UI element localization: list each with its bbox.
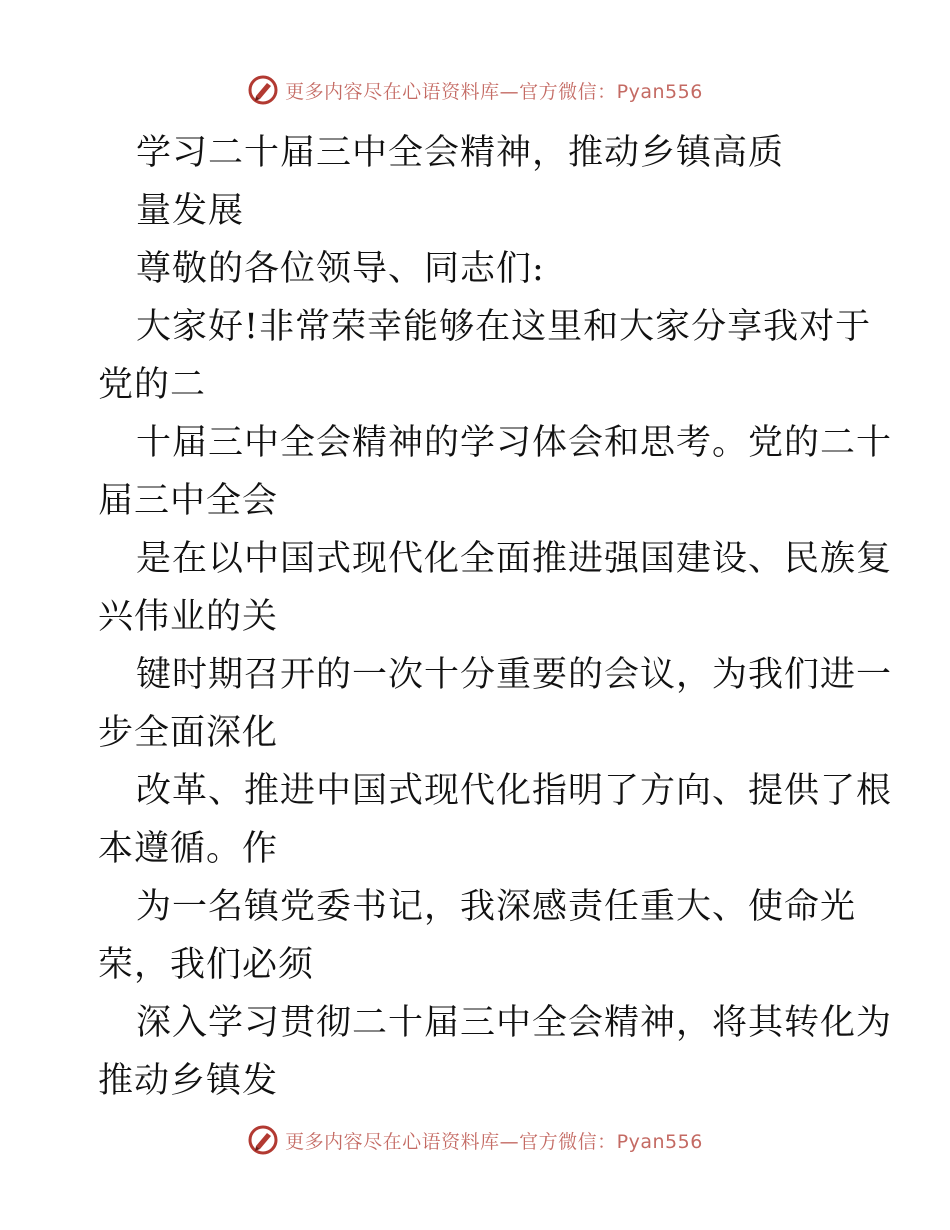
text-line: 量发展	[136, 191, 245, 231]
pen-logo-icon	[247, 1124, 279, 1156]
footer-watermark	[0, 1122, 950, 1158]
text-line: 十届三中全会精神的学习体会和思考。党的二十	[136, 423, 893, 463]
text-line: 学习二十届三中全会精神，推动乡镇高质	[136, 133, 785, 173]
text-line: 推动乡镇发	[98, 1061, 279, 1101]
text-line: 荣，我们必须	[98, 945, 315, 985]
text-line: 为一名镇党委书记，我深感责任重大、使命光	[136, 887, 857, 927]
header-watermark	[0, 72, 950, 108]
text-line: 深入学习贯彻二十届三中全会精神，将其转化为	[136, 1003, 893, 1043]
text-line: 是在以中国式现代化全面推进强国建设、民族复	[136, 539, 893, 579]
text-line: 步全面深化	[98, 713, 279, 753]
pen-logo-icon	[247, 74, 279, 106]
text-line: 键时期召开的一次十分重要的会议，为我们进一	[136, 655, 893, 695]
text-line: 尊敬的各位领导、同志们:	[136, 249, 545, 289]
footer-watermark-text: 更多内容尽在心语资料库—官方微信：Pyan556	[285, 1130, 703, 1153]
text-line: 届三中全会	[98, 481, 279, 521]
header-watermark-text: 更多内容尽在心语资料库—官方微信：Pyan556	[285, 80, 703, 103]
text-line: 党的二	[98, 365, 207, 405]
document-body	[98, 124, 893, 1110]
text-line: 改革、推进中国式现代化指明了方向、提供了根	[136, 771, 893, 811]
text-line: 大家好!非常荣幸能够在这里和大家分享我对于	[136, 307, 872, 347]
text-line: 兴伟业的关	[98, 597, 279, 637]
text-line: 本遵循。作	[98, 829, 279, 869]
